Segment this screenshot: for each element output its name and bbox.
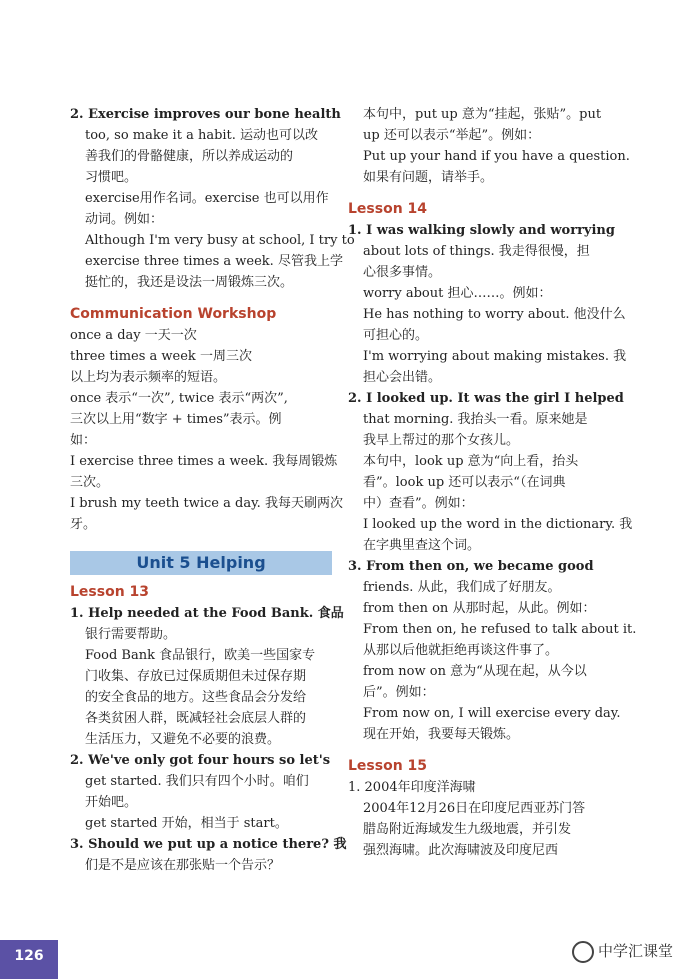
text-line: 在字典里查这个词。 bbox=[363, 538, 481, 553]
text-line: 门收集、存放已过保质期但未过保存期 bbox=[85, 669, 307, 684]
text-line: 各类贫困人群，既减轻社会底层人群的 bbox=[85, 711, 307, 726]
text-line: 牙。 bbox=[70, 517, 97, 532]
left-column bbox=[70, 104, 355, 876]
sentence-heading: 3. Should we put up a notice there? 我 bbox=[70, 837, 347, 852]
text-line: about lots of things. 我走得很慢，担 bbox=[363, 244, 590, 259]
text-line: 现在开始，我要每天锻炼。 bbox=[363, 727, 520, 742]
right-column bbox=[348, 104, 637, 861]
text-line: 三次以上用“数字 + times”表示。例 bbox=[70, 412, 282, 427]
text-line: From then on, he refused to talk about it. bbox=[363, 622, 637, 637]
text-line: I looked up the word in the dictionary. 我 bbox=[363, 517, 633, 532]
section-heading: Lesson 14 bbox=[348, 201, 428, 217]
text-line: 2004年12月26日在印度尼西亚苏门答 bbox=[363, 801, 586, 816]
section-heading: Lesson 15 bbox=[348, 758, 428, 774]
text-line: once a day 一天一次 bbox=[70, 328, 197, 343]
text-line: worry about 担心……。例如： bbox=[363, 286, 552, 301]
text-line: 开始吧。 bbox=[85, 795, 138, 810]
watermark bbox=[572, 940, 673, 963]
spacer bbox=[348, 745, 610, 755]
wechat-icon bbox=[572, 941, 594, 963]
text-line: I brush my teeth twice a day. 我每天刷两次 bbox=[70, 496, 343, 511]
text-line: 的安全食品的地方。这些食品会分发给 bbox=[85, 690, 307, 705]
text-line: 习惯吧。 bbox=[85, 170, 138, 185]
text-line: 强烈海啸。此次海啸波及印度尼西 bbox=[363, 843, 559, 858]
spacer bbox=[70, 535, 332, 545]
text-line: too, so make it a habit. 运动也可以改 bbox=[85, 128, 319, 143]
page-number: 126 bbox=[0, 940, 58, 979]
text-line: 们是不是应该在那张贴一个告示？ bbox=[85, 858, 281, 873]
text-line: 善我们的骨骼健康，所以养成运动的 bbox=[85, 149, 294, 164]
watermark-text: 中学汇课堂 bbox=[597, 942, 673, 960]
text-line: 可担心的。 bbox=[363, 328, 429, 343]
unit-title-bar: Unit 5 Helping bbox=[70, 551, 332, 575]
spacer bbox=[70, 293, 332, 303]
text-line: get started. 我们只有四个小时。咱们 bbox=[85, 774, 309, 789]
text-line: 腊岛附近海域发生九级地震，并引发 bbox=[363, 822, 572, 837]
sentence-heading: 2. Exercise improves our bone health bbox=[70, 107, 341, 122]
text-line: 1. 2004年印度洋海啸 bbox=[348, 780, 476, 795]
text-line: three times a week 一周三次 bbox=[70, 349, 252, 364]
text-line: He has nothing to worry about. 他没什么 bbox=[363, 307, 626, 322]
text-line: Although I'm very busy at school, I try to bbox=[85, 233, 355, 248]
text-line: 看”。look up 还可以表示“（在词典 bbox=[363, 475, 566, 490]
text-line: 生活压力，又避免不必要的浪费。 bbox=[85, 732, 281, 747]
text-line: 银行需要帮助。 bbox=[85, 627, 177, 642]
text-line: 我早上帮过的那个女孩儿。 bbox=[363, 433, 520, 448]
text-line: 本句中，put up 意为“挂起，张贴”。put bbox=[363, 107, 602, 122]
text-line: I'm worrying about making mistakes. 我 bbox=[363, 349, 627, 364]
sentence-heading: 1. Help needed at the Food Bank. 食品 bbox=[70, 606, 344, 621]
spacer bbox=[348, 188, 610, 198]
sentence-heading: 2. I looked up. It was the girl I helped bbox=[348, 391, 624, 406]
text-line: 本句中，look up 意为“向上看，抬头 bbox=[363, 454, 579, 469]
text-line: exercise用作名词。exercise 也可以用作 bbox=[85, 191, 329, 206]
text-line: friends. 从此，我们成了好朋友。 bbox=[363, 580, 561, 595]
text-line: Put up your hand if you have a question. bbox=[363, 149, 630, 164]
text-line: 中）查看”。例如： bbox=[363, 496, 474, 511]
text-line: 后”。例如： bbox=[363, 685, 435, 700]
text-line: 担心会出错。 bbox=[363, 370, 442, 385]
text-line: that morning. 我抬头一看。原来她是 bbox=[363, 412, 588, 427]
text-line: 心很多事情。 bbox=[363, 265, 442, 280]
sentence-heading: 1. I was walking slowly and worrying bbox=[348, 223, 615, 238]
text-line: I exercise three times a week. 我每周锻炼 bbox=[70, 454, 338, 469]
text-line: up 还可以表示“举起”。例如： bbox=[363, 128, 541, 143]
text-line: 从那以后他就拒绝再谈这件事了。 bbox=[363, 643, 559, 658]
text-line: from now on 意为“从现在起，从今以 bbox=[363, 664, 587, 679]
sentence-heading: 3. From then on, we became good bbox=[348, 559, 594, 574]
text-line: 挺忙的，我还是设法一周锻炼三次。 bbox=[85, 275, 294, 290]
text-line: 如： bbox=[70, 433, 97, 448]
text-line: get started 开始，相当于 start。 bbox=[85, 816, 288, 831]
text-line: From now on, I will exercise every day. bbox=[363, 706, 621, 721]
text-line: 如果有问题，请举手。 bbox=[363, 170, 494, 185]
section-heading: Lesson 13 bbox=[70, 584, 150, 600]
text-line: 动词。例如： bbox=[85, 212, 164, 227]
text-line: 以上均为表示频率的短语。 bbox=[70, 370, 227, 385]
text-line: once 表示“一次”, twice 表示“两次”, bbox=[70, 391, 288, 406]
text-line: from then on 从那时起，从此。例如： bbox=[363, 601, 596, 616]
text-line: Food Bank 食品银行，欧美一些国家专 bbox=[85, 648, 316, 663]
section-heading: Communication Workshop bbox=[70, 306, 277, 322]
text-line: 三次。 bbox=[70, 475, 110, 490]
sentence-heading: 2. We've only got four hours so let's bbox=[70, 753, 331, 768]
text-line: exercise three times a week. 尽管我上学 bbox=[85, 254, 343, 269]
